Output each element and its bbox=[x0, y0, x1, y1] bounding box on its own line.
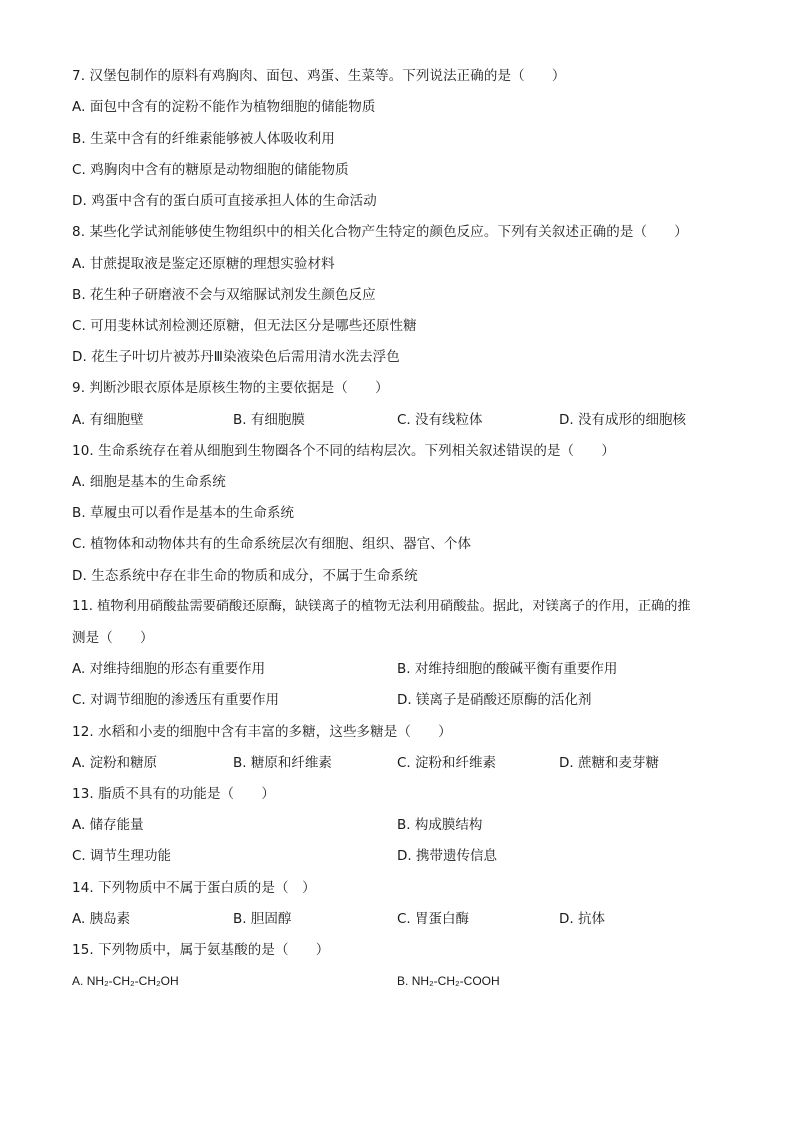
question-13-option-c: C. 调节生理功能 bbox=[72, 848, 172, 864]
question-7-option-a: A. 面包中含有的淀粉不能作为植物细胞的储能物质 bbox=[72, 99, 376, 115]
question-13-option-a: A. 储存能量 bbox=[72, 817, 144, 833]
question-13-option-d: D. 携带遗传信息 bbox=[397, 848, 497, 864]
question-14-option-a: A. 胰岛素 bbox=[72, 911, 131, 927]
question-15-option-a-label: A. bbox=[72, 974, 84, 988]
question-12-option-b: B. 糖原和纤维素 bbox=[233, 755, 332, 771]
question-12-option-d: D. 蔗糖和麦芽糖 bbox=[559, 755, 659, 771]
question-7-option-d: D. 鸡蛋中含有的蛋白质可直接承担人体的生命活动 bbox=[72, 193, 377, 209]
question-11-stem-line2: 测是（ ） bbox=[72, 630, 154, 646]
question-9-option-c: C. 没有线粒体 bbox=[397, 412, 483, 428]
question-7-option-b: B. 生菜中含有的纤维素能够被人体吸收利用 bbox=[72, 131, 335, 147]
question-11-option-b: B. 对维持细胞的酸碱平衡有重要作用 bbox=[397, 661, 618, 677]
question-15-option-a bbox=[72, 972, 179, 990]
question-10-stem: 10. 生命系统存在着从细胞到生物圈各个不同的结构层次。下列相关叙述错误的是（ ） bbox=[72, 443, 615, 459]
question-15-option-a-formula: NH₂-CH₂-CH₂OH bbox=[86, 974, 179, 988]
question-15-option-b-label: B. bbox=[397, 974, 409, 988]
question-14-option-d: D. 抗体 bbox=[559, 911, 605, 927]
question-8-option-a: A. 甘蔗提取液是鉴定还原糖的理想实验材料 bbox=[72, 256, 335, 272]
question-10-option-d: D. 生态系统中存在非生命的物质和成分，不属于生命系统 bbox=[72, 568, 418, 584]
question-8-stem: 8. 某些化学试剂能够使生物组织中的相关化合物产生特定的颜色反应。下列有关叙述正确的是（ ） bbox=[72, 224, 688, 240]
question-12-option-c: C. 淀粉和纤维素 bbox=[397, 755, 497, 771]
question-12-stem: 12. 水稻和小麦的细胞中含有丰富的多糖，这些多糖是（ ） bbox=[72, 724, 452, 740]
question-8-option-d: D. 花生子叶切片被苏丹Ⅲ染液染色后需用清水洗去浮色 bbox=[72, 349, 400, 365]
question-14-option-c: C. 胃蛋白酶 bbox=[397, 911, 470, 927]
question-14-stem: 14. 下列物质中不属于蛋白质的是（ ） bbox=[72, 880, 316, 896]
question-10-option-a: A. 细胞是基本的生命系统 bbox=[72, 474, 226, 490]
question-11-option-c: C. 对调节细胞的渗透压有重要作用 bbox=[72, 692, 280, 708]
question-11-option-d: D. 镁离子是硝酸还原酶的活化剂 bbox=[397, 692, 592, 708]
question-11-stem-line1: 11. 植物利用硝酸盐需要硝酸还原酶，缺镁离子的植物无法利用硝酸盐。据此，对镁离子的作用，正确的推 bbox=[72, 599, 691, 614]
question-15-option-b bbox=[397, 972, 500, 990]
question-10-option-b: B. 草履虫可以看作是基本的生命系统 bbox=[72, 505, 295, 521]
question-7-stem: 7. 汉堡包制作的原料有鸡胸肉、面包、鸡蛋、生菜等。下列说法正确的是（ ） bbox=[72, 68, 566, 84]
question-11-option-a: A. 对维持细胞的形态有重要作用 bbox=[72, 661, 266, 677]
question-8-option-b: B. 花生种子研磨液不会与双缩脲试剂发生颜色反应 bbox=[72, 287, 376, 303]
question-12-option-a: A. 淀粉和糖原 bbox=[72, 755, 158, 771]
question-13-stem: 13. 脂质不具有的功能是（ ） bbox=[72, 786, 275, 802]
question-9-option-d: D. 没有成形的细胞核 bbox=[559, 412, 686, 428]
question-9-stem: 9. 判断沙眼衣原体是原核生物的主要依据是（ ） bbox=[72, 380, 389, 396]
question-14-option-b: B. 胆固醇 bbox=[233, 911, 292, 927]
question-9-option-b: B. 有细胞膜 bbox=[233, 412, 305, 428]
question-8-option-c: C. 可用斐林试剂检测还原糖，但无法区分是哪些还原性糖 bbox=[72, 318, 417, 334]
question-13-option-b: B. 构成膜结构 bbox=[397, 817, 483, 833]
question-10-option-c: C. 植物体和动物体共有的生命系统层次有细胞、组织、器官、个体 bbox=[72, 536, 472, 552]
question-15-stem: 15. 下列物质中，属于氨基酸的是（ ） bbox=[72, 942, 330, 958]
question-15-option-b-formula: NH₂-CH₂-COOH bbox=[411, 974, 500, 988]
question-9-option-a: A. 有细胞壁 bbox=[72, 412, 144, 428]
question-7-option-c: C. 鸡胸肉中含有的糖原是动物细胞的储能物质 bbox=[72, 162, 349, 178]
